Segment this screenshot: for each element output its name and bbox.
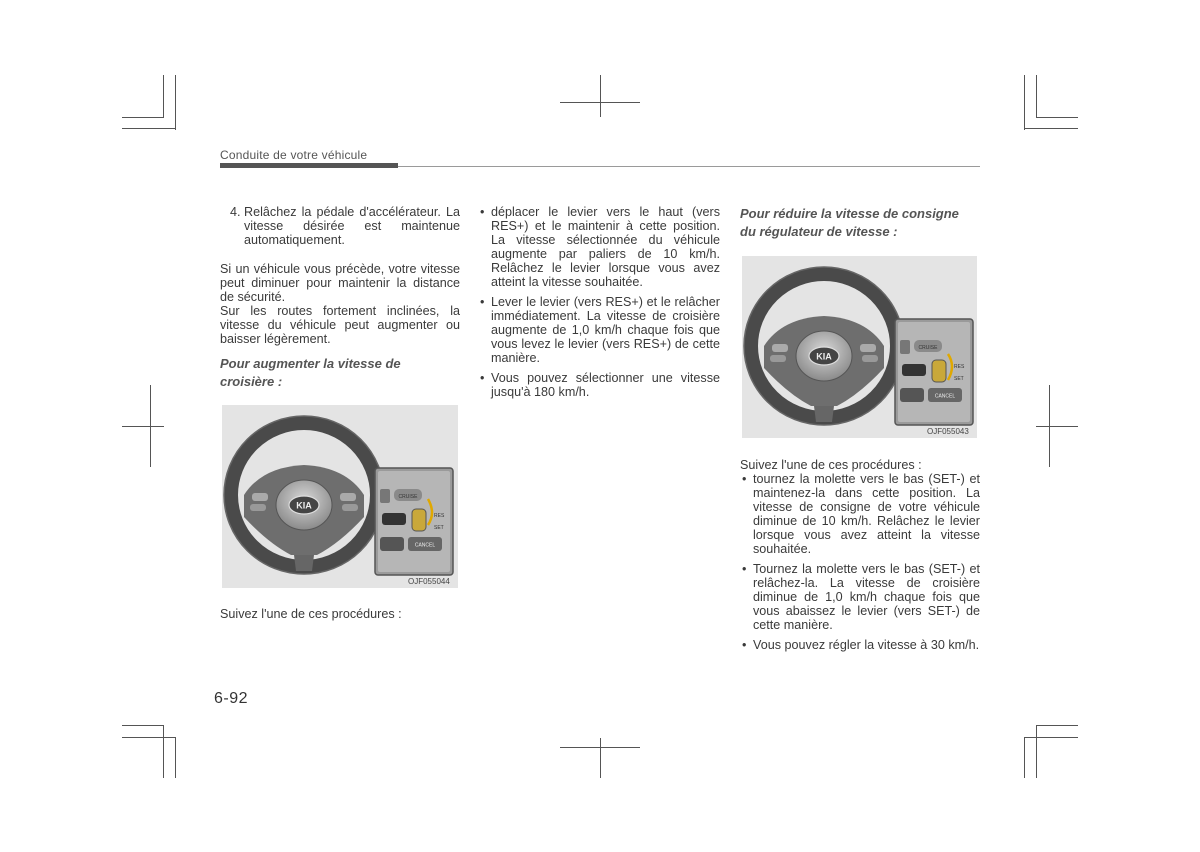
bullet-list: [742, 472, 980, 652]
cancel-label: CANCEL: [414, 542, 436, 549]
list-item: • déplacer le levier vers le haut (vers RES+) et le maintenir à cette position. La vitesse sélectionnée du véhicule augmente par paliers de 10 km/h. Relâchez le levier lorsque vous avez atteint la vitesse souhaitée.: [480, 205, 720, 289]
step-4-text: Relâchez la pédale d'accélérateur. La vitesse désirée est maintenue automatiquement.: [244, 205, 460, 247]
list-item: • tournez la molette vers le bas (SET-) et maintenez-la dans cette position. La vitesse de consigne de votre véhicule diminue de 10 km/h. Relâchez le levier lorsque vous avez atteint la vitesse souhaitée.: [742, 472, 980, 556]
heading-line: croisière :: [220, 374, 283, 389]
header-rule: [398, 166, 980, 167]
cancel-label: CANCEL: [934, 393, 956, 400]
bullet-list: [480, 205, 720, 399]
list-item: • Vous pouvez sélectionner une vitesse jusqu'à 180 km/h.: [480, 371, 720, 399]
steering-wheel-illustration: [742, 256, 977, 438]
header-bar: [220, 163, 398, 168]
section-title: Conduite de votre véhicule: [220, 148, 368, 162]
steering-wheel-illustration: [222, 405, 458, 588]
cruise-button-label: CRUISE: [918, 345, 938, 351]
res-label: RES: [434, 513, 445, 519]
list-item: • Vous pouvez régler la vitesse à 30 km/h.: [742, 638, 980, 652]
steering-wheel-figure-reduce: [742, 256, 977, 438]
figure-code: OJF055043: [927, 427, 969, 436]
heading-increase-speed: [220, 355, 460, 391]
list-item: • Lever le levier (vers RES+) et le relâcher immédiatement. La vitesse de croisière augmente de 1,0 km/h chaque fois que vous levez le levier (vers RES+) de cette manière.: [480, 295, 720, 365]
heading-line: Pour réduire la vitesse de consigne: [740, 206, 959, 221]
heading-line: du régulateur de vitesse :: [740, 224, 898, 239]
list-item: • Tournez la molette vers le bas (SET-) et relâchez-la. La vitesse de croisière diminue de 1,0 km/h chaque fois que vous abaissez le levier (vers SET-) de cette manière.: [742, 562, 980, 632]
steering-wheel-figure-increase: [222, 405, 458, 588]
reduce-bullets: [742, 472, 980, 658]
cruise-button-label: CRUISE: [398, 494, 418, 500]
heading-line: Pour augmenter la vitesse de: [220, 356, 401, 371]
kia-logo: KIA: [296, 500, 312, 511]
follow-procedures-text: Suivez l'une de ces procédures :: [220, 607, 402, 621]
increase-bullets: [480, 205, 720, 405]
reduce-intro-text: Suivez l'une de ces procédures :: [740, 458, 922, 472]
set-label: SET: [434, 525, 444, 531]
paragraph-slopes: Sur les routes fortement inclinées, la vitesse du véhicule peut augmenter ou baisser légèrement.: [220, 304, 460, 346]
step-4-number: 4.: [230, 205, 241, 219]
set-label: SET: [954, 376, 964, 382]
res-label: RES: [954, 364, 965, 370]
step-4: [230, 205, 460, 247]
heading-reduce-speed: [740, 205, 985, 241]
paragraph-following-vehicle: Si un véhicule vous précède, votre vitesse peut diminuer pour maintenir la distance de sécurité.: [220, 262, 460, 304]
kia-logo: KIA: [816, 351, 832, 362]
figure-code: OJF055044: [408, 577, 450, 586]
page-number: 6-92: [214, 690, 249, 707]
